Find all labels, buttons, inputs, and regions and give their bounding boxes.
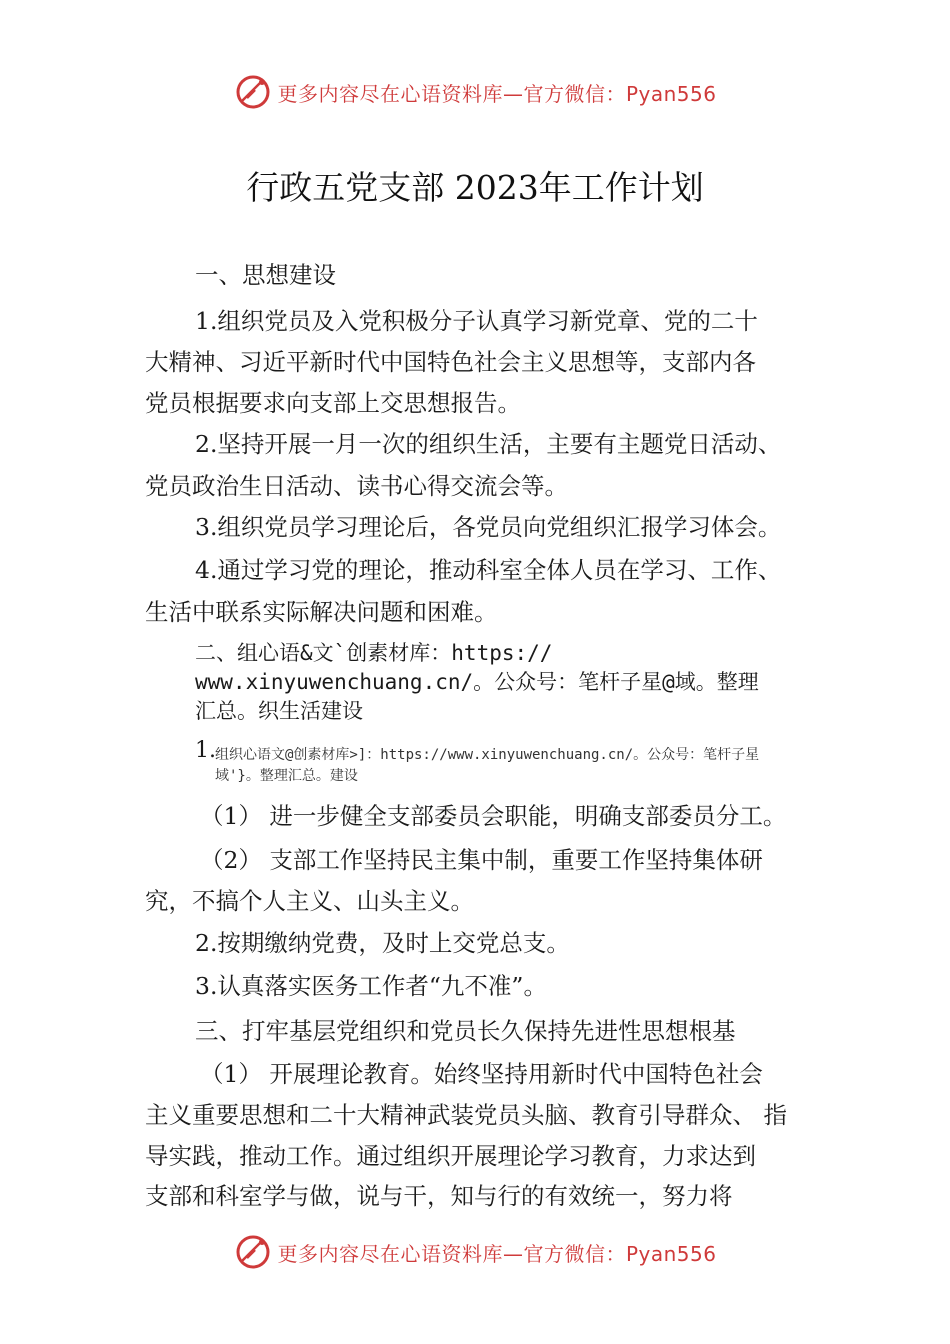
paragraph-line: （1） 进一步健全支部委员会职能，明确支部委员分工。 bbox=[200, 802, 787, 830]
paragraph-line: 党员政治生日活动、读书心得交流会等。 bbox=[145, 472, 568, 500]
paragraph-line: 生活中联系实际解决问题和困难。 bbox=[145, 598, 498, 626]
paragraph-line: 党员根据要求向支部上交思想报告。 bbox=[145, 389, 521, 417]
paragraph-line: 大精神、习近平新时代中国特色社会主义思想等，支部内各 bbox=[145, 348, 756, 376]
paragraph-line: 2.按期缴纳党费，及时上交党总支。 bbox=[195, 929, 570, 957]
paragraph-line: 究，不搞个人主义、山头主义。 bbox=[145, 887, 474, 915]
section-heading-3: 三、打牢基层党组织和党员长久保持先进性思想根基 bbox=[195, 1017, 736, 1045]
section-heading-1: 一、思想建设 bbox=[195, 261, 336, 289]
document-title: 行政五党支部 2023年工作计划 bbox=[246, 168, 704, 207]
paragraph-line: 支部和科室学与做，说与干，知与行的有效统一，努力将 bbox=[145, 1182, 733, 1210]
banner-text: 更多内容尽在心语资料库—官方微信：Pyan556 bbox=[277, 81, 717, 106]
footer-watermark-banner bbox=[0, 1230, 950, 1274]
paragraph-line: 4.通过学习党的理论，推动科室全体人员在学习、工作、 bbox=[195, 556, 782, 584]
paragraph-line: 1.组织党员及入党积极分子认真学习新党章、党的二十 bbox=[195, 307, 758, 335]
small-note-line: 域'}。整理汇总。建设 bbox=[215, 768, 358, 784]
paragraph-line: 汇总。织生活建设 bbox=[195, 699, 363, 723]
banner-text: 更多内容尽在心语资料库—官方微信：Pyan556 bbox=[277, 1241, 717, 1266]
paragraph-line: （2） 支部工作坚持民主集中制，重要工作坚持集体研 bbox=[200, 846, 763, 874]
small-note-line: 组织心语文@创素材库>]：https://www.xinyuwenchuang.cn/。公众号：笔杆子星 bbox=[215, 747, 760, 763]
paragraph-line: （1） 开展理论教育。始终坚持用新时代中国特色社会 bbox=[200, 1060, 763, 1088]
section-heading-2: 二、组心语&文`创素材库：https:// bbox=[195, 641, 553, 665]
paragraph-line: 导实践，推动工作。通过组织开展理论学习教育，力求达到 bbox=[145, 1142, 756, 1170]
paragraph-line: 主义重要思想和二十大精神武装党员头脑、教育引导群众、 指 bbox=[145, 1101, 787, 1129]
brush-seal-logo-icon bbox=[233, 1232, 273, 1272]
paragraph-line: www.xinyuwenchuang.cn/。公众号：笔杆子星@域。整理 bbox=[195, 670, 759, 694]
paragraph-line: 2.坚持开展一月一次的组织生活，主要有主题党日活动、 bbox=[195, 430, 782, 458]
paragraph-line: 3.组织党员学习理论后，各党员向党组织汇报学习体会。 bbox=[195, 513, 782, 541]
paragraph-line: 3.认真落实医务工作者“九不准”。 bbox=[195, 972, 547, 1000]
small-item-number: 1. bbox=[195, 738, 216, 763]
